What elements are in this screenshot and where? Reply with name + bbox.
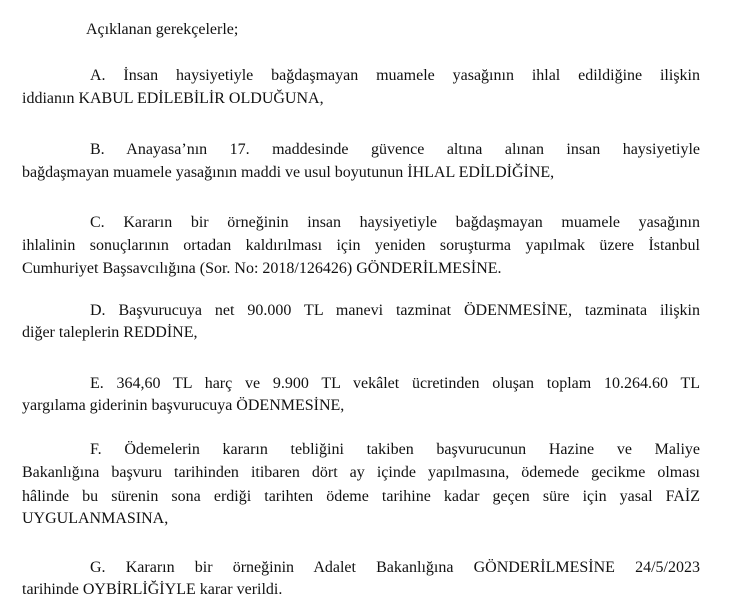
paragraph-c-line-1: C. Kararın bir örneğinin insan haysiyetiyle bağdaşmayan muamele yasağının [90,214,700,231]
paragraph-d-line-2: diğer taleplerin REDDİNE, [22,324,198,341]
paragraph-b-line-1: B. Anayasa’nın 17. maddesinde güvence altına alınan insan haysiyetiyle [90,141,700,158]
paragraph-c-line-2: ihlalinin sonuçlarının ortadan kaldırılması için yeniden soruşturma yapılmak üzere İstanbul [22,237,700,254]
paragraph-e-line-1: E. 364,60 TL harç ve 9.900 TL vekâlet ücretinden oluşan toplam 10.264.60 TL [90,375,700,392]
paragraph-d-line-1: D. Başvurucuya net 90.000 TL manevi tazminat ÖDENMESİNE, tazminata ilişkin [90,302,700,319]
paragraph-b-line-2: bağdaşmayan muamele yasağının maddi ve usul boyutunun İHLAL EDİLDİĞİNE, [22,164,555,181]
paragraph-a-line-1: A. İnsan haysiyetiyle bağdaşmayan muamele yasağının ihlal edildiğine ilişkin [90,67,700,84]
paragraph-c-line-3: Cumhuriyet Başsavcılığına (Sor. No: 2018/126426) GÖNDERİLMESİNE. [22,260,502,277]
paragraph-a-line-2: iddianın KABUL EDİLEBİLİR OLDUĞUNA, [22,90,324,107]
paragraph-f-line-4: UYGULANMASINA, [22,510,169,527]
paragraph-g-line-2: tarihinde OYBİRLİĞİYLE karar verildi. [22,581,283,598]
paragraph-f-line-2: Bakanlığına başvuru tarihinden itibaren dört ay içinde yapılmasına, ödemede gecikme olması [22,464,700,481]
paragraph-e-line-2: yargılama giderinin başvurucuya ÖDENMESİNE, [22,397,345,414]
intro-text: Açıklanan gerekçelerle; [86,21,239,38]
paragraph-f-line-3: hâlinde bu sürenin sona erdiği tarihten ödeme tarihine kadar geçen süre için yasal FAİZ [22,488,700,505]
paragraph-g-line-1: G. Kararın bir örneğinin Adalet Bakanlığına GÖNDERİLMESİNE 24/5/2023 [90,559,700,576]
paragraph-f-line-1: F. Ödemelerin kararın tebliğini takiben başvurucunun Hazine ve Maliye [90,441,700,458]
